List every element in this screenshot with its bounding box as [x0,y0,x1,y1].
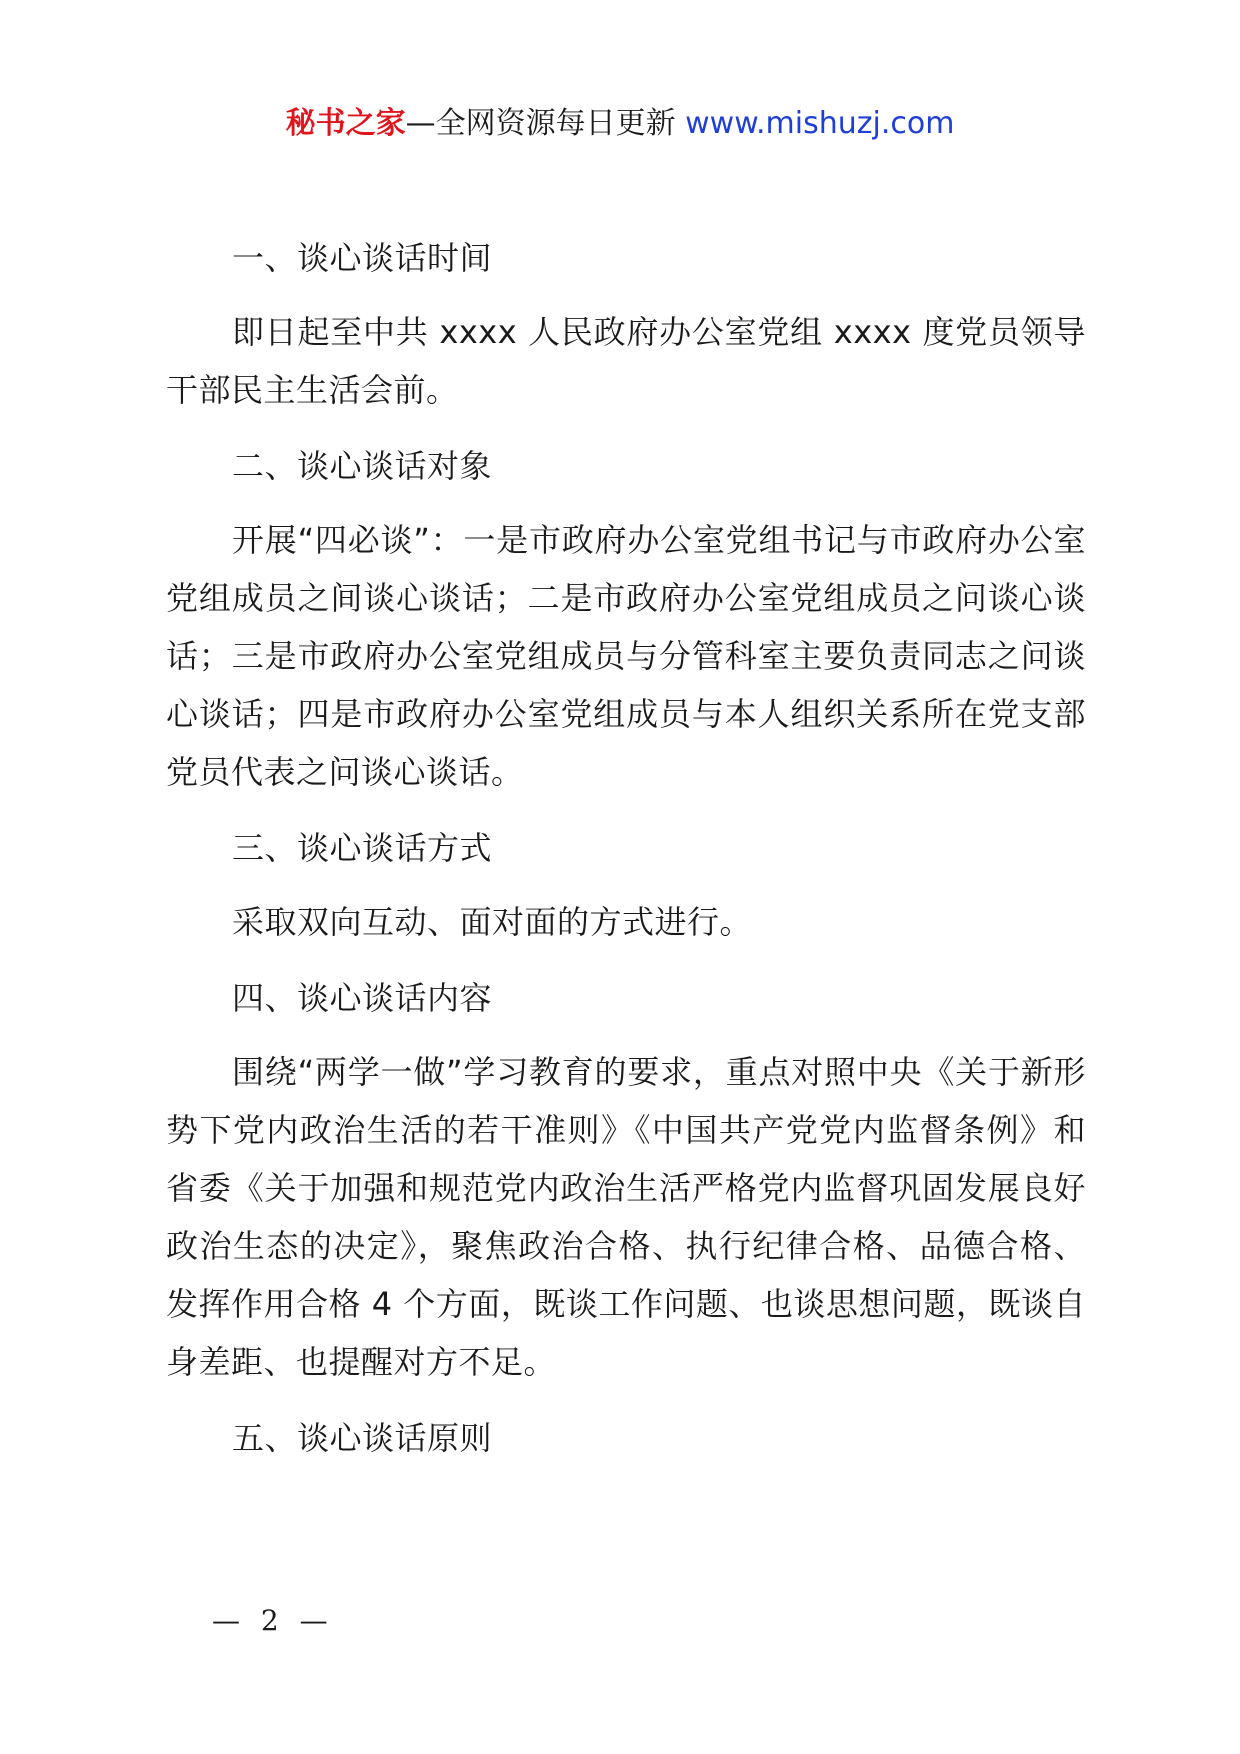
section-heading-targets: 二、谈心谈话对象 [232,447,493,485]
section-heading-method: 三、谈心谈话方式 [232,829,493,867]
section-heading-time: 一、谈心谈话时间 [232,239,493,277]
document-body [166,229,1086,1467]
section-paragraph-time: 即日起至中共 xxxx 人民政府办公室党组 xxxx 度党员领导干部民主生活会前。 [166,313,1086,409]
section-heading-principles: 五、谈心谈话原则 [232,1419,493,1457]
brand-name: 秘书之家 [285,106,406,141]
section-heading-content: 四、谈心谈话内容 [232,979,493,1017]
page-number: — 2 — [212,1604,334,1637]
header-slogan: —全网资源每日更新 [405,106,676,141]
site-url-link[interactable]: www.mishuzj.com [685,106,955,141]
section-paragraph-method: 采取双向互动、面对面的方式进行。 [232,903,753,941]
section-paragraph-targets: 开展“四必谈”：一是市政府办公室党组书记与市政府办公室党组成员之间谈心谈话；二是市政府办公室党组成员之问谈心谈话；三是市政府办公室党组成员与分管科室主要负责同志之问谈心谈话；四是市政府办公室党组成员与本人组织关系所在党支部党员代表之问谈心谈话。 [166,521,1086,791]
site-header [0,104,1240,144]
section-paragraph-content: 围绕“两学一做”学习教育的要求，重点对照中央《关于新形势下党内政治生活的若干准则》《中国共产党党内监督条例》和省委《关于加强和规范党内政治生活严格党内监督巩固发展良好政治生态的决定》，聚焦政治合格、执行纪律合格、品德合格、发挥作用合格 4 个方面，既谈工作问题、也谈思想问题，既谈自身差距、也提醒对方不足。 [166,1053,1086,1381]
